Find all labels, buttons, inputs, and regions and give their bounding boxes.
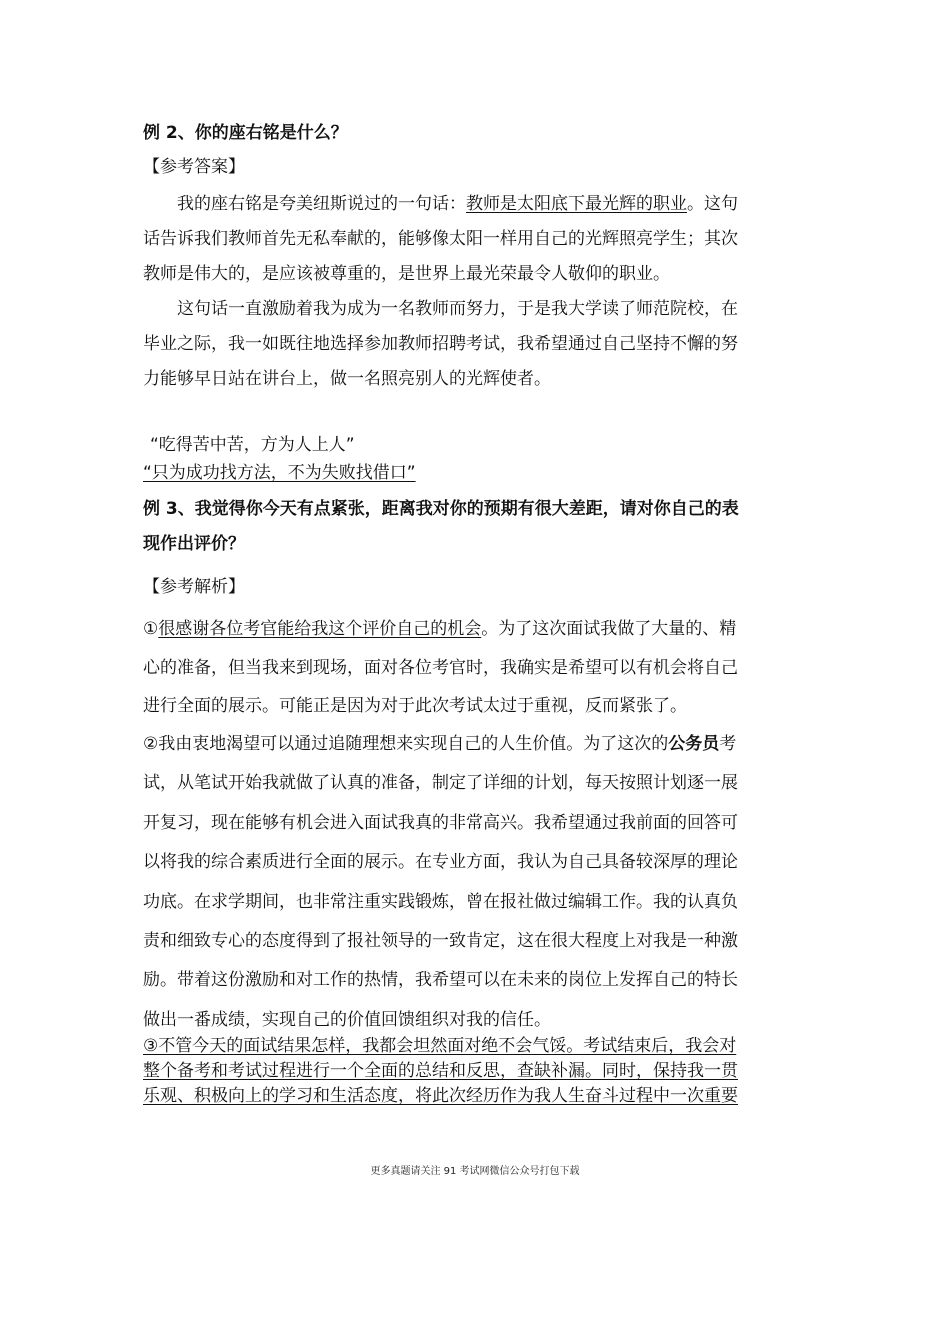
section-3-line-3: 乐观、积极向上的学习和生活态度，将此次经历作为我人生奋斗过程中一次重要 [143, 1086, 738, 1106]
example-2-answer-header: 【参考答案】 [143, 157, 245, 177]
section-2-line-1-start: ②我由衷地渴望可以通过追随理想来实现自己的人生价值。为了这次的 [143, 734, 669, 754]
section-1-marker: ① [143, 619, 159, 639]
example-2-paragraph-2-line-3: 力能够早日站在讲台上，做一名照亮别人的光辉使者。 [143, 369, 551, 389]
section-2-line-7: 励。带着这份激励和对工作的热情，我希望可以在未来的岗位上发挥自己的特长 [143, 970, 738, 990]
example-2-question: 例 2、你的座右铭是什么？ [143, 123, 348, 143]
example-2-paragraph-1-line-1 [177, 189, 738, 214]
civil-servant-keyword: 公务员 [668, 734, 720, 754]
motto-quote: 教师是太阳底下最光辉的职业 [466, 194, 687, 214]
section-1-line-1-end: 。为了这次面试我做了大量的、精 [481, 619, 737, 639]
example-3-analysis-header: 【参考解析】 [143, 577, 245, 597]
example-2-paragraph-2-line-1: 这句话一直激励着我为成为一名教师而努力，于是我大学读了师范院校，在 [177, 299, 738, 319]
section-1-line-1 [143, 614, 736, 639]
example-2-paragraph-2-line-2: 毕业之际，我一如既往地选择参加教师招聘考试，我希望通过自己坚持不懈的努 [143, 334, 738, 354]
motto-intro: 我的座右铭是夸美纽斯说过的一句话： [177, 194, 466, 214]
motto-line-end: 。这句 [687, 194, 738, 214]
example-2-paragraph-1-line-3: 教师是伟大的，是应该被尊重的，是世界上最光荣最令人敬仰的职业。 [143, 264, 670, 284]
page-footer: 更多真题请关注 91 考试网微信公众号打包下载 [370, 1166, 580, 1177]
section-1-line-3: 进行全面的展示。可能正是因为对于此次考试太过于重视，反而紧张了。 [143, 696, 687, 716]
section-1-line-2: 心的准备，但当我来到现场，面对各位考官时，我确实是希望可以有机会将自己 [143, 658, 738, 678]
section-2-line-4: 以将我的综合素质进行全面的展示。在专业方面，我认为自己具备较深厚的理论 [143, 852, 738, 872]
example-2-paragraph-1-line-2: 话告诉我们教师首先无私奉献的，能够像太阳一样用自己的光辉照亮学生；其次 [143, 229, 738, 249]
section-3-line-2: 整个备考和考试过程进行一个全面的总结和反思，查缺补漏。同时，保持我一贯 [143, 1061, 738, 1081]
quote-1: “吃得苦中苦，方为人上人” [150, 435, 355, 455]
quote-2: “只为成功找方法，不为失败找借口” [143, 463, 416, 483]
section-2-line-3: 开复习，现在能够有机会进入面试我真的非常高兴。我希望通过我前面的回答可 [143, 813, 738, 833]
section-1-underlined: 很感谢各位考官能给我这个评价自己的机会 [158, 619, 482, 639]
example-3-question-line-2: 现作出评价？ [143, 534, 245, 554]
section-2-line-8: 做出一番成绩，实现自己的价值回馈组织对我的信任。 [143, 1010, 551, 1030]
section-2-line-1-end: 考 [719, 734, 737, 754]
section-3-line-1: ③不管今天的面试结果怎样，我都会坦然面对绝不会气馁。考试结束后，我会对 [143, 1036, 737, 1056]
section-2-line-2: 试，从笔试开始我就做了认真的准备，制定了详细的计划，每天按照计划逐一展 [143, 773, 738, 793]
example-3-question-line-1: 例 3、我觉得你今天有点紧张，距离我对你的预期有很大差距，请对你自己的表 [143, 499, 739, 519]
section-2-line-6: 责和细致专心的态度得到了报社领导的一致肯定，这在很大程度上对我是一种激 [143, 931, 738, 951]
section-2-line-5: 功底。在求学期间，也非常注重实践锻炼，曾在报社做过编辑工作。我的认真负 [143, 892, 738, 912]
section-2-line-1 [143, 729, 736, 754]
